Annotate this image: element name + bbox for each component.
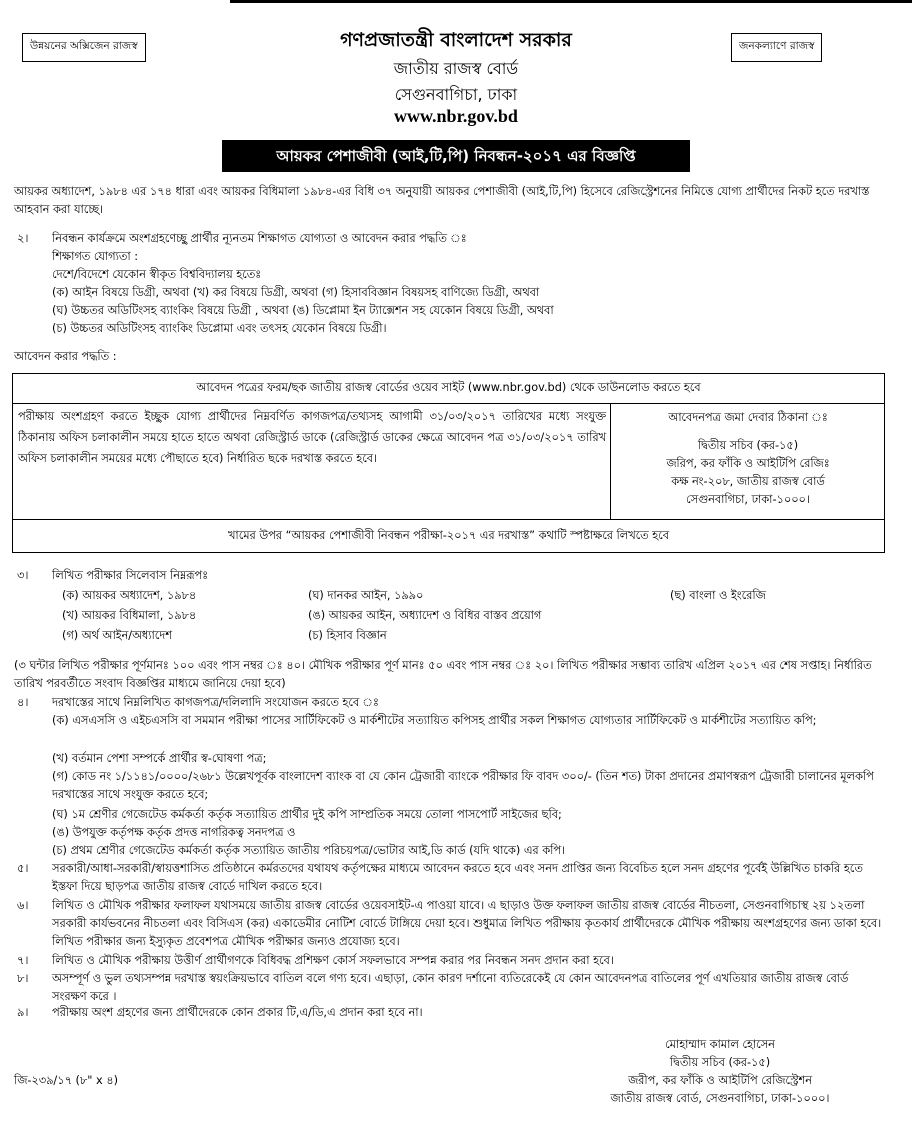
syllabus-item: (গ) অর্থ আইন/অধ্যাদেশ xyxy=(62,629,172,642)
header-website[interactable]: www.nbr.gov.bd xyxy=(394,106,518,126)
table-divider xyxy=(12,403,885,404)
reference-code: জি-২৩৯/১৭ (৮" x ৪) xyxy=(14,1074,119,1087)
header-nbr: জাতীয় রাজস্ব বোর্ড xyxy=(393,59,519,78)
s2-sub: শিক্ষাগত যোগ্যতা : xyxy=(52,250,139,263)
document-item: (গ) কোড নং ১/১১৪১/০০০০/২৬৮১ উল্লেখপূর্বক বাংলাদেশ ব্যাংক বা যে কোন ট্রেজারী ব্যাংকে পরীক্ষার ফি বাবদ ৩০০/- (তিন শত) টাকা প্রদানের প্রমাণস্বরূপ ট্রেজারী চালানের মূলকপি দরখাস্তের সাথে সংযুক্ত করতে হবে; xyxy=(52,770,874,801)
syllabus-item: (খ) আয়কর বিধিমালা, ১৯৮৪ xyxy=(62,609,197,622)
syllabus-item: (চ) হিসাব বিজ্ঞান xyxy=(308,629,387,642)
s3-number: ৩। xyxy=(17,569,29,582)
header-address: সেগুনবাগিচা, ঢাকা xyxy=(394,85,518,104)
s2-item: (ঘ) উচ্চতর অডিটিংসহ ব্যাংকিং বিষয়ে ডিগ্রী , অথবা (ঙ) ডিপ্লোমা ইন ট্যাক্সেশন সহ যেকোন বিষয়ে ডিগ্রী, অথবা xyxy=(52,304,554,317)
s6-number: ৬। xyxy=(17,899,29,912)
s5-number: ৫। xyxy=(17,862,29,875)
signatory-designation: দ্বিতীয় সচিব (কর-১৫) xyxy=(669,1056,771,1069)
notice-title: আয়কর পেশাজীবী (আই,টি,পি) নিবন্ধন-২০১৭ এর বিজ্ঞপ্তি xyxy=(222,140,690,172)
signatory-office: জাতীয় রাজস্ব বোর্ড, সেগুনবাগিচা, ঢাকা-১০০০। xyxy=(610,1092,830,1105)
s2-heading: নিবন্ধন কার্যক্রমে অংশগ্রহণেচ্ছু প্রার্থীর ন্যূনতম শিক্ষাগত যোগ্যতা ও আবেদন করার পদ্ধতি ঃ xyxy=(52,232,467,245)
s6-text: লিখিত ও মৌখিক পরীক্ষার ফলাফল যথাসময়ে জাতীয় রাজস্ব বোর্ডের ওয়েবসাইট-এ পাওয়া যাবে। এ ছাড়াও উক্ত ফলাফল জাতীয় রাজস্ব বোর্ডের নীচতলা, সেগুনবাগিচাস্থ ২য় ১২তলা সরকারী কার্যভবনের নীচতলা এবং বিসিএস (কর) একাডেমীর নোটিশ বোর্ডে টাঙ্গিয়ে দেয়া হবে। শুধুমাত্র লিখিত পরীক্ষায় কৃতকার্য প্রার্থীদেরকে মৌখিক পরীক্ষায় অংশগ্রহণের জন্য ডাকা হবে। লিখিত পরীক্ষার জন্য ইস্যুকৃত প্রবেশপত্র মৌখিক পরীক্ষার জন্যও প্রযোজ্য হবে। xyxy=(52,899,882,948)
s8-number: ৮। xyxy=(17,972,29,985)
s2-item: (ক) আইন বিষয়ে ডিগ্রী, অথবা (খ) কর বিষয়ে ডিগ্রী, অথবা (গ) হিসাববিজ্ঞান বিষয়সহ বাণিজ্যে ডিগ্রী, অথবা xyxy=(52,286,540,299)
apply-download-row: আবেদন পত্রের ফরম/ছক জাতীয় রাজস্ব বোর্ডের ওয়েব সাইট (www.nbr.gov.bd) থেকে ডাউনলোড করতে হবে xyxy=(196,381,701,394)
top-rule xyxy=(230,0,912,3)
apply-instructions: পরীক্ষায় অংশগ্রহণ করতে ইচ্ছুক যোগ্য প্রার্থীদের নিম্নবর্ণিত কাগজপত্র/তথ্যসহ আগামী ৩১/০৩/২০১৭ তারিখের মধ্যে সংযুক্ত ঠিকানায় অফিস চলাকালীন সময়ে হাতে হাতে অথবা রেজিস্ট্রার্ড ডাকে (রেজিস্ট্রার্ড ডাকের ক্ষেত্রে আবেদন পত্র ৩১/০৩/২০১৭ তারিখ অফিস চলাকালীন সময়ের মধ্যে পৌছাতে হবে) নির্ধারিত ছকে দরখাস্ত করতে হবে। xyxy=(18,410,606,465)
address-line: সেগুনবাগিচা, ঢাকা-১০০০। xyxy=(686,493,810,506)
s7-number: ৭। xyxy=(17,954,29,967)
table-divider xyxy=(12,519,885,520)
exam-marks-note: (৩ ঘন্টার লিখিত পরীক্ষার পূর্ণমানঃ ১০০ এবং পাস নম্বর ঃ ৪০। মৌখিক পরীক্ষার পূর্ণ মানঃ ৫০ এবং পাস নম্বর ঃ ২০। লিখিত পরীক্ষার সম্ভাব্য তারিখ এপ্রিল ২০১৭ এর শেষ সপ্তাহ। নির্ধারিত তারিখ পরবর্তীতে সংবাদ বিজ্ঞপ্তির মাধ্যমে জানিয়ে দেয়া হবে) xyxy=(14,659,872,690)
s3-heading: লিখিত পরীক্ষার সিলেবাস নিম্নরূপঃ xyxy=(52,569,209,582)
address-line: দ্বিতীয় সচিব (কর-১৫) xyxy=(697,439,799,452)
s8-text: অসম্পূর্ণ ও ভুল তথ্যসম্পন্ন দরখাস্ত স্বয়ংক্রিয়ভাবে বাতিল বলে গণ্য হবে। এছাড়া, কোন কারণ দর্শানো ব্যতিরেকেই যে কোন আবেদনপত্র বাতিলের পূর্ণ এখতিয়ার জাতীয় রাজস্ব বোর্ড সংরক্ষণ করে । xyxy=(52,972,849,1003)
s2-item: (চ) উচ্চতর অডিটিংসহ ব্যাংকিং ডিপ্লোমা এবং তৎসহ যেকোন বিষয়ে ডিগ্রী। xyxy=(52,322,387,335)
s9-text: পরীক্ষায় অংশ গ্রহণের জন্য প্রার্থীদেরকে কোন প্রকার টি,এ/ডি,এ প্রদান করা হবে না। xyxy=(52,1006,423,1019)
syllabus-item: (ক) আয়কর অধ্যাদেশ, ১৯৮৪ xyxy=(62,589,197,602)
s4-number: ৪। xyxy=(17,696,29,709)
tag-right: জনকল্যাণে রাজস্ব xyxy=(731,33,822,62)
s5-text: সরকারী/আধা-সরকারী/স্বায়ত্তশাসিত প্রতিষ্ঠানে কর্মরতদের যথাযথ কর্তৃপক্ষের মাধ্যমে আবেদন করতে হবে এবং সনদ প্রাপ্তির জন্য বিবেচিত হলে সনদ গ্রহণের পূর্বেই উল্লিখিত চাকরি হতে ইস্তফা দিয়ে ছাড়পত্র জাতীয় রাজস্ব বোর্ডে দাখিল করতে হবে। xyxy=(52,862,863,893)
signatory-dept: জরীপ, কর ফাঁকি ও আইটিপি রেজিস্ট্রেশন xyxy=(628,1074,812,1087)
s4-heading: দরখাস্তের সাথে নিম্নলিখিত কাগজপত্র/দলিলাদি সংযোজন করতে হবে ঃ xyxy=(52,696,379,709)
signatory-name: মোহাম্মাদ কামাল হোসেন xyxy=(665,1038,775,1051)
s2-sub2: দেশে/বিদেশে যেকোন স্বীকৃত বিশ্ববিদ্যালয় হতেঃ xyxy=(52,268,262,281)
envelope-note: খামের উপর “আয়কর পেশাজীবী নিবন্ধন পরীক্ষা-২০১৭ এর দরখাস্ত” কথাটি স্পষ্টাক্ষরে লিখতে হবে xyxy=(228,529,669,542)
tag-left: উন্নয়নের অক্সিজেন রাজস্ব xyxy=(22,33,146,62)
address-line: কক্ষ নং-২০৮, জাতীয় রাজস্ব বোর্ড xyxy=(671,475,825,488)
document-item: (ঘ) ১ম শ্রেণীর গেজেটেড কর্মকর্তা কর্তৃক সত্যায়িত প্রার্থীর দুই কপি সাম্প্রতিক সময়ে তোলা পাসপোর্ট সাইজের ছবি; xyxy=(52,808,562,821)
s9-number: ৯। xyxy=(17,1006,29,1019)
document-item: (চ) প্রথম শ্রেণীর গেজেটেড কর্মকর্তা কর্তৃক সত্যায়িত জাতীয় পরিচয়পত্র/ভোটার আই,ডি কার্ড (যদি থাকে) এর কপি। xyxy=(52,844,566,857)
address-line: জরিপ, কর ফাঁকি ও আইটিপি রেজিঃ xyxy=(666,457,830,470)
s7-text: লিখিত ও মৌখিক পরীক্ষায় উত্তীর্ণ প্রার্থীগণকে বিধিবদ্ধ প্রশিক্ষণ কোর্স সফলভাবে সম্পন্ন করার পর নিবন্ধন সনদ প্রদান করা হবে। xyxy=(52,954,614,967)
intro-text: আয়কর অধ্যাদেশ, ১৯৮৪ এর ১৭৪ ধারা এবং আয়কর বিধিমালা ১৯৮৪-এর বিধি ৩৭ অনুযায়ী আয়কর পেশাজীবী (আই,টি,পি) হিসেবে রেজিস্ট্রেশনের নিমিত্তে যোগ্য প্রার্থীদের নিকট হতে দরখাস্ত আহবান করা যাচ্ছে। xyxy=(14,185,870,216)
document-item: (ক) এসএসসি ও এইচএসসি বা সমমান পরীক্ষা পাসের সার্টিফিকেট ও মার্কশীটের সত্যায়িত কপিসহ প্রার্থীর সকল শিক্ষাগত যোগ্যতার সার্টিফিকেট ও মার্কশীটের সত্যায়িত কপি; xyxy=(52,714,817,727)
document-item: (খ) বর্তমান পেশা সম্পর্কে প্রার্থীর স্ব-ঘোষণা পত্র; xyxy=(52,752,267,765)
syllabus-item: (ঘ) দানকর আইন, ১৯৯০ xyxy=(308,589,424,602)
syllabus-item: (ছ) বাংলা ও ইংরেজি xyxy=(670,589,766,602)
apply-heading: আবেদন করার পদ্ধতি : xyxy=(14,350,117,363)
header-govt: গণপ্রজাতন্ত্রী বাংলাদেশ সরকার xyxy=(340,29,572,51)
document-item: (ঙ) উপযুক্ত কর্তৃপক্ষ কর্তৃক প্রদত্ত নাগরিকত্ব সনদপত্র ও xyxy=(52,826,296,839)
address-heading: আবেদনপত্র জমা দেবার ঠিকানা ঃ xyxy=(668,411,828,424)
syllabus-item: (ঙ) আয়কর আইন, অধ্যাদেশ ও বিধির বাস্তব প্রয়োগ xyxy=(308,609,542,622)
s2-number: ২। xyxy=(17,232,29,245)
